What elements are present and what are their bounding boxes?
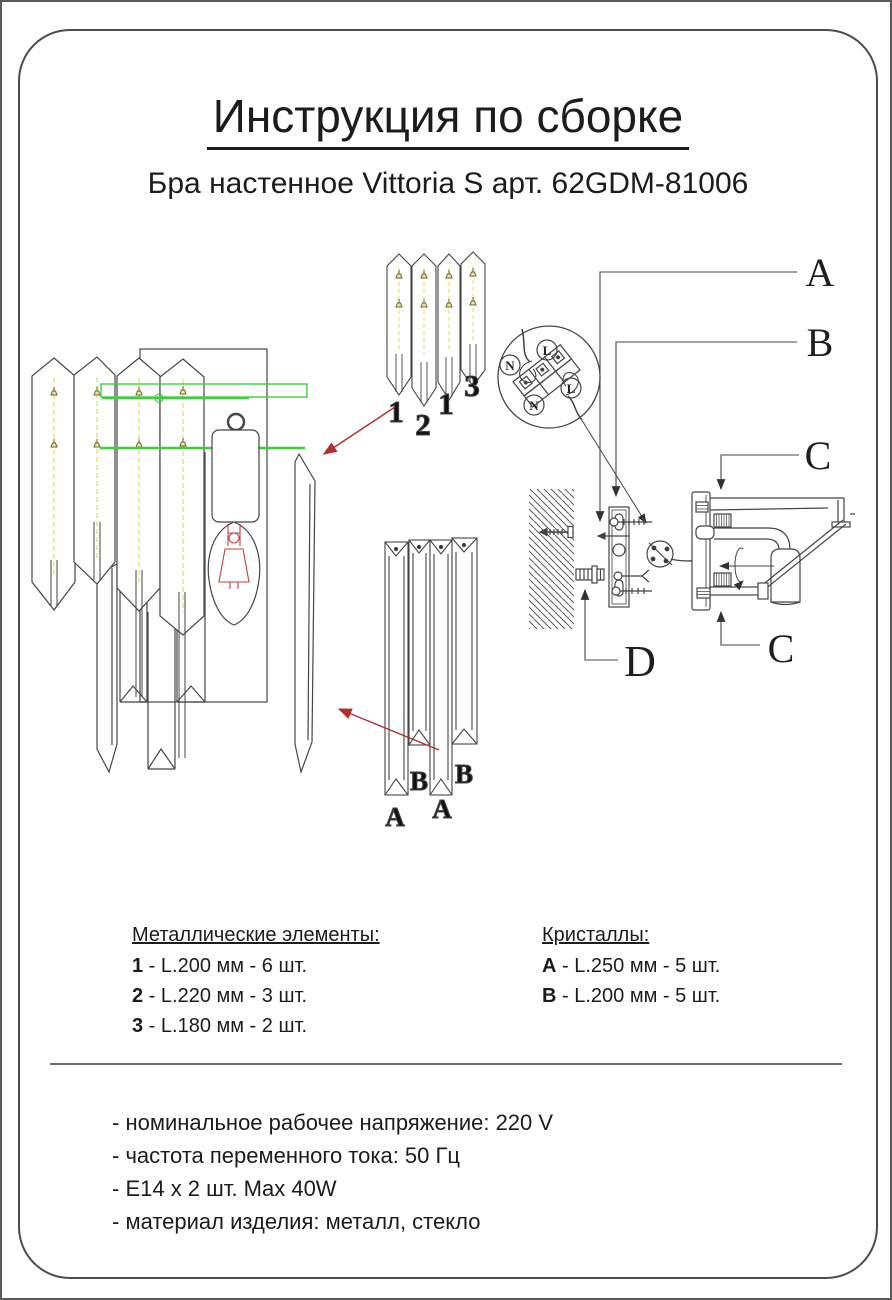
lamp-arm-pipe [714,528,790,550]
metal-strip [160,359,204,635]
rotate-arrow [735,548,743,582]
crystal-strip [430,540,452,795]
crystal-blade [97,564,117,772]
pointer-arrow [324,407,395,454]
wire-label-l: L [542,343,552,358]
wire-label-l: L [566,381,576,396]
spec-line-voltage: - номинальное рабочее напряжение: 220 V [112,1110,554,1135]
specifications [112,1106,553,1238]
metal-elements-heading: Металлические элементы: [132,924,380,946]
wire-label-n: N [529,398,539,413]
support-rod [756,520,846,594]
list-item [542,985,720,1008]
item-key: 3 [132,1015,144,1037]
lamp-socket [771,549,800,602]
assembly-diagram [2,192,892,902]
wall-section [529,489,574,629]
crystal-strip [148,612,175,769]
list-item [542,955,720,978]
strip-number-label: 1 [438,386,454,421]
metal-elements-list [132,924,380,1038]
thumb-screw-bottom [714,573,731,586]
spec-line-material: - материал изделия: металл, стекло [112,1209,481,1234]
wall-anchor [576,566,604,583]
wire-terminal-labels [500,340,581,415]
top-metal-strips-drawing [387,252,485,442]
wire-label-n: N [505,358,515,373]
callout-label-a: A [805,250,835,295]
strip-number-label: 2 [415,407,431,442]
socket-cover [212,430,259,522]
hanging-ring [228,414,244,430]
item-text: - L.180 мм - 2 шт. [143,1015,308,1037]
crystal-letter-label: B [409,766,429,796]
crystal-blade [295,454,315,772]
crystal-strip [452,538,477,744]
callout-label-b: B [806,320,834,365]
crystal-strip [409,540,430,745]
section-divider [50,1063,842,1065]
page-title: Инструкция по сборке [2,89,892,150]
product-subtitle: Бра настенное Vittoria S арт. 62GDM-81006 [147,166,749,200]
list-item [132,1015,380,1038]
crystal-letter-label: B [454,759,474,789]
item-key: 1 [132,955,144,977]
item-text: - L.200 мм - 5 шт. [556,985,721,1007]
mounting-wall-drawing [529,489,692,629]
crystals-heading: Кристаллы: [542,924,650,946]
callout-label-d: D [624,637,656,686]
item-text: - L.250 мм - 5 шт. [556,955,721,977]
bottom-crystal-strips-drawing [385,538,477,832]
bulb-outline [208,522,259,625]
list-item [132,985,380,1008]
spec-line-lamp: - E14 x 2 шт. Max 40W [112,1176,337,1201]
callout-label-c-bottom: C [767,626,795,671]
crystals-list [542,924,720,1008]
strip-number-label: 3 [464,368,480,403]
callout-label-c-top: C [804,433,832,478]
left-assembly-drawing [32,349,315,772]
lamp-side-view-drawing [692,492,855,610]
wire-junction [647,541,673,567]
item-text: - L.220 мм - 3 шт. [143,985,308,1007]
item-key: A [542,955,557,977]
strip-number-label: 1 [388,394,404,429]
top-arm [710,498,855,527]
list-item [132,955,380,978]
thumb-screw-top [714,514,731,527]
item-key: 2 [132,985,144,1007]
spec-line-frequency: - частота переменного тока: 50 Гц [112,1143,461,1168]
crystal-letter-label: A [385,802,405,832]
mounting-bracket [598,507,652,607]
item-text: - L.200 мм - 6 шт. [143,955,308,977]
crystal-strip [385,542,408,795]
crystal-letter-label: A [432,794,452,824]
item-key: B [542,985,557,1007]
